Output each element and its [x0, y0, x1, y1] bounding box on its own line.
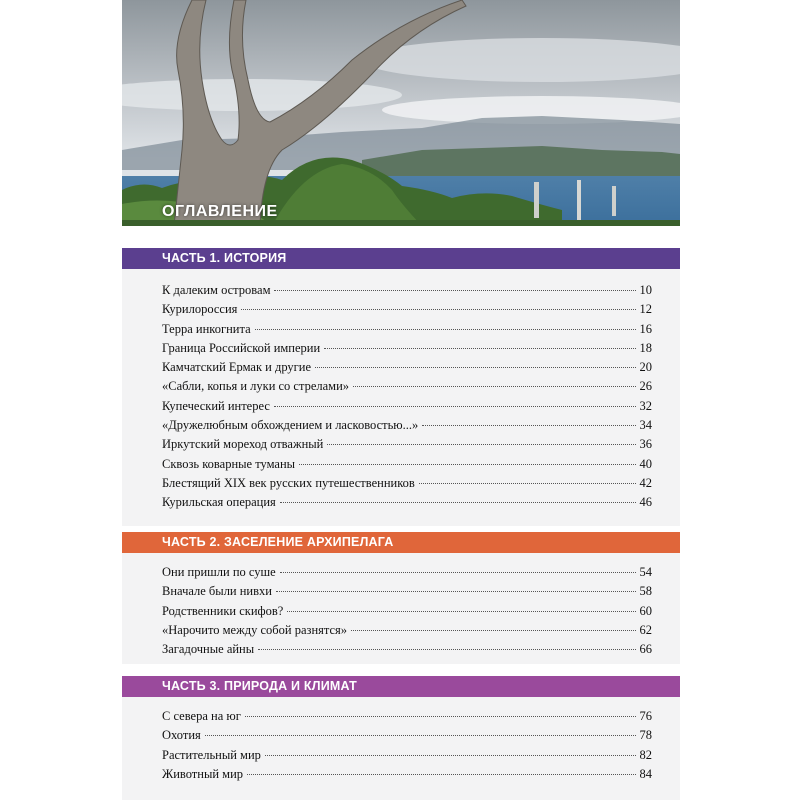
toc-entry-title: «Нарочито между собой разнятся» — [162, 622, 348, 637]
toc-entry — [162, 302, 652, 321]
toc-entry — [162, 418, 652, 437]
toc-entry-page: 34 — [639, 418, 652, 433]
toc-entry-title: Вначале были нивхи — [162, 584, 272, 599]
dot-leader — [419, 483, 636, 484]
toc-entry-page: 66 — [639, 642, 652, 657]
dot-leader — [205, 735, 636, 736]
dot-leader — [247, 774, 635, 775]
toc-entry — [162, 457, 652, 476]
toc-entry-title: Блестящий XIX век русских путешественников — [162, 475, 415, 490]
part-3-header — [122, 676, 680, 697]
toc-entry-title: К далеким островам — [162, 283, 271, 297]
page-margin — [680, 0, 800, 800]
toc-entry-title: Купеческий интерес — [162, 398, 270, 413]
dot-leader — [351, 630, 635, 631]
part-2-body — [122, 553, 680, 664]
dot-leader — [241, 309, 635, 310]
part-1-body — [122, 269, 680, 526]
part-3-body — [122, 697, 680, 800]
toc-entry — [162, 604, 652, 623]
header-photo — [122, 0, 680, 226]
toc-entry — [162, 341, 652, 360]
toc-entry-page: 10 — [639, 283, 652, 297]
toc-entry-title: Животный мир — [162, 766, 244, 781]
part-1-header — [122, 248, 680, 269]
toc-entry-title: Охотия — [162, 728, 201, 743]
toc-entry-page: 82 — [639, 747, 652, 762]
toc-entry — [162, 399, 652, 418]
dot-leader — [327, 444, 635, 445]
toc-entry — [162, 476, 652, 495]
page-heading: ОГЛАВЛЕНИЕ — [162, 203, 278, 220]
landscape-image — [122, 0, 680, 226]
toc-entry-page: 84 — [639, 766, 652, 781]
toc-entry-title: Граница Российской империи — [162, 340, 321, 355]
toc-entry-title: «Дружелюбным обхождением и ласковостью...» — [162, 418, 419, 433]
toc-entry — [162, 437, 652, 456]
part-3-entries — [162, 709, 652, 786]
part-2-header — [122, 532, 680, 553]
dot-leader — [274, 406, 636, 407]
dot-leader — [245, 716, 636, 717]
dot-leader — [274, 290, 635, 291]
part-2-title: ЧАСТЬ 2. ЗАСЕЛЕНИЕ АРХИПЕЛАГА — [162, 535, 394, 549]
toc-entry-title: Они пришли по суше — [162, 565, 276, 579]
toc-entry — [162, 283, 652, 302]
toc-entry-page: 46 — [639, 495, 652, 510]
part-3-title: ЧАСТЬ 3. ПРИРОДА И КЛИМАТ — [162, 679, 357, 693]
toc-entry-page: 76 — [639, 709, 652, 723]
toc-entry — [162, 495, 652, 514]
toc-entry-title: Терра инкогнита — [162, 321, 251, 336]
part-1-entries — [162, 283, 652, 515]
toc-entry-title: Сквозь коварные туманы — [162, 456, 296, 471]
toc-entry-page: 36 — [639, 437, 652, 452]
dot-leader — [299, 464, 635, 465]
toc-entry — [162, 322, 652, 341]
toc-entry — [162, 584, 652, 603]
toc-entry-page: 32 — [639, 398, 652, 413]
book-page — [122, 0, 680, 800]
dot-leader — [353, 386, 635, 387]
toc-entry-title: Курилороссия — [162, 302, 238, 317]
toc-entry-page: 26 — [639, 379, 652, 394]
dot-leader — [280, 572, 636, 573]
toc-entry-page: 60 — [639, 603, 652, 618]
toc-entry — [162, 767, 652, 786]
toc-entry — [162, 360, 652, 379]
toc-entry-page: 78 — [639, 728, 652, 743]
toc-entry-title: Иркутский мореход отважный — [162, 437, 324, 452]
dot-leader — [315, 367, 635, 368]
toc-entry-page: 20 — [639, 360, 652, 375]
dot-leader — [422, 425, 635, 426]
toc-entry-title: Курильская операция — [162, 495, 276, 510]
toc-entry-page: 62 — [639, 622, 652, 637]
part-2-entries — [162, 565, 652, 661]
toc-entry — [162, 565, 652, 584]
toc-entry — [162, 748, 652, 767]
toc-entry-title: Родственники скифов? — [162, 603, 284, 618]
dot-leader — [255, 329, 636, 330]
part-1-title: ЧАСТЬ 1. ИСТОРИЯ — [162, 251, 287, 265]
toc-entry — [162, 379, 652, 398]
toc-entry-title: «Сабли, копья и луки со стрелами» — [162, 379, 350, 394]
toc-entry-page: 16 — [639, 321, 652, 336]
toc-entry-page: 42 — [639, 475, 652, 490]
toc-entry-title: Растительный мир — [162, 747, 261, 762]
toc-entry — [162, 642, 652, 661]
dot-leader — [265, 755, 636, 756]
dot-leader — [324, 348, 635, 349]
toc-entry — [162, 709, 652, 728]
toc-entry-title: Камчатский Ермак и другие — [162, 360, 312, 375]
toc-entry-page: 18 — [639, 340, 652, 355]
toc-entry — [162, 728, 652, 747]
dot-leader — [280, 502, 636, 503]
toc-entry-page: 40 — [639, 456, 652, 471]
toc-entry-page: 54 — [639, 565, 652, 579]
dot-leader — [276, 591, 636, 592]
toc-entry-title: Загадочные айны — [162, 642, 255, 657]
toc-entry — [162, 623, 652, 642]
dot-leader — [258, 649, 635, 650]
toc-entry-page: 12 — [639, 302, 652, 317]
toc-entry-title: С севера на юг — [162, 709, 241, 723]
dot-leader — [287, 611, 635, 612]
toc-entry-page: 58 — [639, 584, 652, 599]
